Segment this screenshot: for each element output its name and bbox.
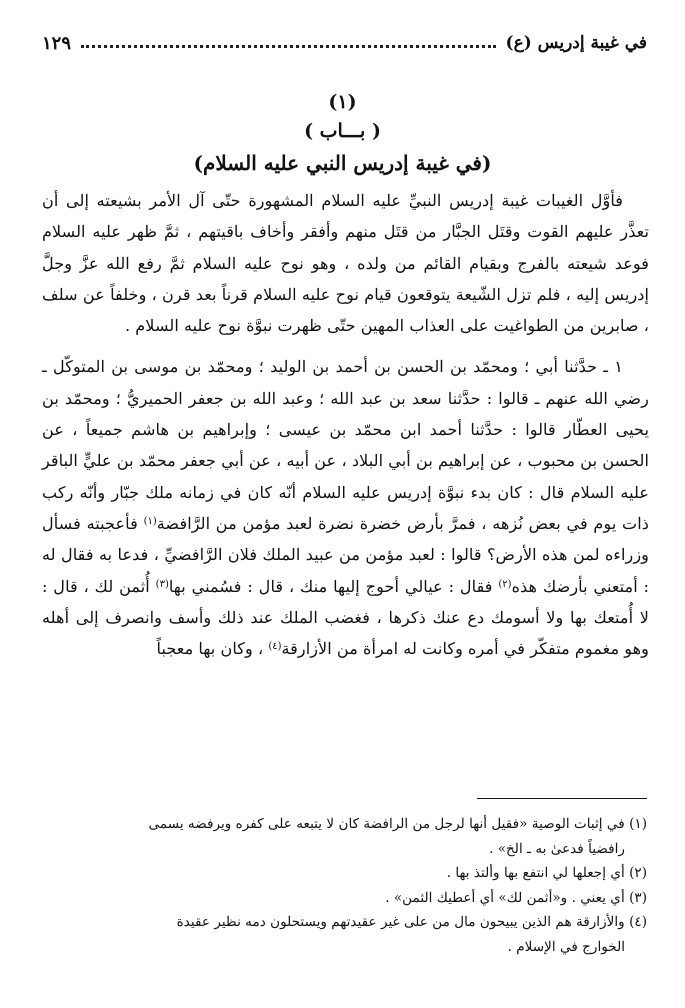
footnote-ref-3: (٣) xyxy=(155,578,169,590)
footnote-4-number: (٤) xyxy=(629,914,647,930)
footnote-3 xyxy=(44,886,647,911)
footnote-4-text: والأزارقة هم الذين يبيحون مال من على غير عقيدتهم ويستحلون دمه نظير عقيدة xyxy=(176,914,625,930)
footnote-ref-4: (٤) xyxy=(268,641,282,653)
footnote-1-text: في إثبات الوصية «فقيل أنها لرجل من الرافضة كان لا يتبعه على كفره ويرفضه يسمى xyxy=(148,816,625,832)
footnote-3-text: أي يعني . و«أثمن لك» أي أعطيك الثمن» . xyxy=(385,889,625,906)
page-number: ١٢٩ xyxy=(42,32,72,54)
footnote-1-number: (١) xyxy=(629,816,647,832)
running-head-title: في غيبة إدريس (ع) xyxy=(505,33,647,53)
footnote-4-continuation: الخوارج في الإسلام . xyxy=(507,938,625,955)
hadith-text-part-5: ، وكان بها معجباً xyxy=(156,639,269,659)
chapter-heading xyxy=(0,88,685,180)
footnote-2 xyxy=(44,861,647,886)
chapter-bab-label: ( بـــاب ) xyxy=(304,120,381,142)
footnote-4 xyxy=(44,910,647,959)
chapter-number: (١) xyxy=(328,91,357,113)
footnotes xyxy=(44,812,647,959)
hadith-text-part-4: أُثمن لك ، قال : لا أُمتعك بها ولا أسومك دع عنك ذكرها ، فغضب الملك عند ذلك وأسف وانصرف إلى أهله وهو مغموم متفكّر في أمره وكانت له امرأة من الأزارقة xyxy=(42,576,649,659)
hadith-paragraph xyxy=(42,351,649,664)
hadith-text-part-2: فأعجبته فسأل وزراءه لمن هذه الأرض؟ قالوا : لعبد مؤمن من عبيد الملك فلان الرَّافضيِّ ، فدعا به فقال له : أمتعني بأرضك هذه xyxy=(42,513,649,596)
footnote-3-number: (٣) xyxy=(629,889,647,906)
footnote-ref-1: (١) xyxy=(143,515,157,527)
hadith-text-part-3: فقال : عيالي أحوج إليها منك ، قال : فسُمني بها xyxy=(168,576,499,596)
footnote-ref-2: (٢) xyxy=(498,578,512,590)
body-text xyxy=(42,185,649,664)
footnote-2-text: أي إجعلها لي انتفع بها وألتذ بها . xyxy=(446,865,625,881)
chapter-title: (في غيبة إدريس النبي عليه السلام) xyxy=(193,151,492,175)
running-head-dot-leader xyxy=(81,45,496,48)
hadith-text-part-1: ١ ـ حدَّثنا أبي ؛ ومحمّد بن الحسن بن أحمد بن الوليد ؛ ومحمّد بن موسى بن المتوكّل ـ رضي الله عنهم ـ قالوا : حدَّثنا سعد بن عبد الله ؛ وعبد الله بن جعفر الحميريُّ ؛ ومحمّد بن يحيى العطّار قالوا : حدَّثنا أحمد ابن محمّد بن عيسى ؛ وإبراهيم بن هاشم جميعاً ، عن الحسن بن محبوب ، عن إبراهيم بن أبي البلاد ، عن أبيه ، عن أبي جعفر محمّد بن عليٍّ الباقر عليه السلام قال : كان بدء نبوَّة إدريس عليه السلام أنّه كان في زمانه ملك جبّار وأنّه ركب ذات يوم في بعض نُزهه ، فمرَّ بأرض خضرة نضرة لعبد مؤمن من الرَّافضة xyxy=(42,357,649,533)
footnote-1-continuation: رافضياً فدعىٰ به ـ الخ» . xyxy=(489,840,625,857)
intro-paragraph: فأوَّل الغيبات غيبة إدريس النبيِّ عليه السلام المشهورة حتّى آل الأمر بشيعته إلى أن تعذَّر عليهم القوت وقتَل الجبَّار من قتَل منهم وأفقر وأخاف باقيتهم ، ثمَّ ظهر عليه السلام فوعد شيعته بالفرج وبقيام القائم من ولده ، وهو نوح عليه السلام ثمَّ رفع الله عزَّ وجلَّ إدريس إليه ، فلم تزل الشّيعة يتوقعون قيام نوح عليه السلام قرناً بعد قرن ، وخلفاً عن سلف ، صابرين من الطواغيت على العذاب المهين حتّى ظهرت نبوَّة نوح عليه السلام . xyxy=(42,191,649,336)
running-head xyxy=(42,30,647,56)
footnote-2-number: (٢) xyxy=(629,865,647,881)
footnote-1 xyxy=(44,812,647,861)
footnote-separator-rule xyxy=(477,798,647,799)
